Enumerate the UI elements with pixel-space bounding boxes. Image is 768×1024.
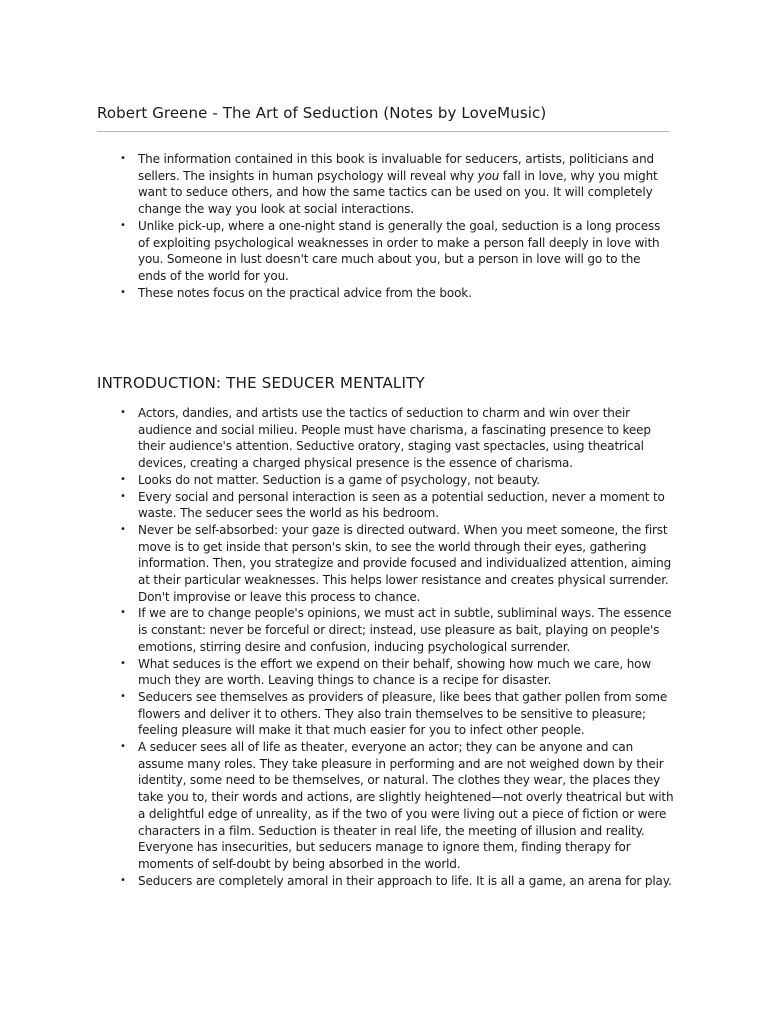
note-text: If we are to change people's opinions, we must act in subtle, subliminal ways. The essence is constant: never be forceful or direct; instead, use pleasure as bait, playing on people's emotions, stirring desire and confusion, inducing psychological surrender. [138, 606, 672, 654]
bullet-icon: • [120, 407, 126, 418]
list-item [120, 656, 675, 689]
note-text: Unlike pick-up, where a one-night stand is generally the goal, seduction is a long process of exploiting psychological weaknesses in order to make a person fall deeply in love with you. Someone in lust doesn't care much about you, but a person in love will go to the ends of the world for you. [138, 218, 661, 283]
bullet-icon: • [120, 741, 126, 753]
bullet-icon: • [120, 607, 126, 619]
list-item [120, 605, 675, 655]
list-item [120, 218, 672, 285]
document-title: Robert Greene - The Art of Seduction (Notes by LoveMusic) [97, 104, 547, 122]
list-item [120, 522, 675, 606]
note-text: A seducer sees all of life as theater, everyone an actor; they can be anyone and can assume many roles. They take pleasure in performing and are not weighed down by their identity, some need to be themselves, or natural. The clothes they wear, the places they take you to, their words and actions, are slightly heightened—not overly theatrical but with a delightful edge of unreality, as if the two of you were living out a piece of fiction or were characters in a film. Seduction is theater in real life, the meeting of illusion and reality. Everyone has insecurities, but seducers manage to ignore them, finding therapy for moments of self-doubt by being absorbed in the world. [138, 740, 674, 871]
note-text: These notes focus on the practical advice from the book. [138, 285, 472, 300]
note-text: Never be self-absorbed: your gaze is directed outward. When you meet someone, the first move is to get inside that person's skin, to see the world through their eyes, gathering information. Then, you strategize and provide focused and individualized attention, aiming at their particular weaknesses. This helps lower resistance and creates physical surrender. Don't improvise or leave this process to chance. [138, 522, 672, 604]
list-item [120, 739, 675, 873]
note-text: What seduces is the effort we expend on their behalf, showing how much we care, how much they are worth. Leaving things to chance is a recipe for disaster. [138, 656, 652, 688]
bullet-icon: • [120, 490, 126, 502]
bullet-icon: • [120, 690, 126, 702]
note-text: Seducers are completely amoral in their approach to life. It is all a game, an arena for play. [138, 873, 672, 888]
note-text: The information contained in this book is invaluable for seducers, artists, politicians and sellers. The insights in human psychology will reveal why you fall in love, why you might want to seduce others, and how the same tactics can be used on you. It will completely change the way you look at social interactions. [138, 152, 658, 217]
bullet-icon: • [120, 523, 126, 535]
note-text: Looks do not matter. Seduction is a game of psychology, not beauty. [138, 472, 540, 487]
bullet-icon: • [120, 874, 126, 886]
list-item [120, 689, 675, 739]
list-item [120, 405, 675, 472]
section-heading: INTRODUCTION: THE SEDUCER MENTALITY [97, 374, 425, 392]
bullet-icon: • [120, 657, 126, 669]
list-item [120, 873, 675, 890]
intro-notes-list [120, 151, 672, 301]
note-text: Actors, dandies, and artists use the tactics of seduction to charm and win over their audience and social milieu. People must have charisma, a fascinating presence to keep their audience's attention. Seductive oratory, staging vast spectacles, using theatrical devices, creating a charged physical presence is the essence of charisma. [138, 406, 651, 471]
bullet-icon: • [120, 286, 126, 298]
list-item [120, 472, 675, 489]
list-item [120, 489, 675, 522]
title-divider [97, 131, 670, 132]
list-item [120, 285, 672, 302]
list-item [120, 151, 672, 218]
bullet-icon: • [120, 153, 126, 164]
bullet-icon: • [120, 473, 126, 485]
section-notes-list [120, 405, 675, 889]
bullet-icon: • [120, 219, 126, 231]
note-text: Every social and personal interaction is seen as a potential seduction, never a moment to waste. The seducer sees the world as his bedroom. [138, 489, 665, 521]
note-text: Seducers see themselves as providers of pleasure, like bees that gather pollen from some flowers and deliver it to others. They also train themselves to be sensitive to pleasure; feeling pleasure will make it that much easier for you to infect other people. [138, 689, 668, 738]
